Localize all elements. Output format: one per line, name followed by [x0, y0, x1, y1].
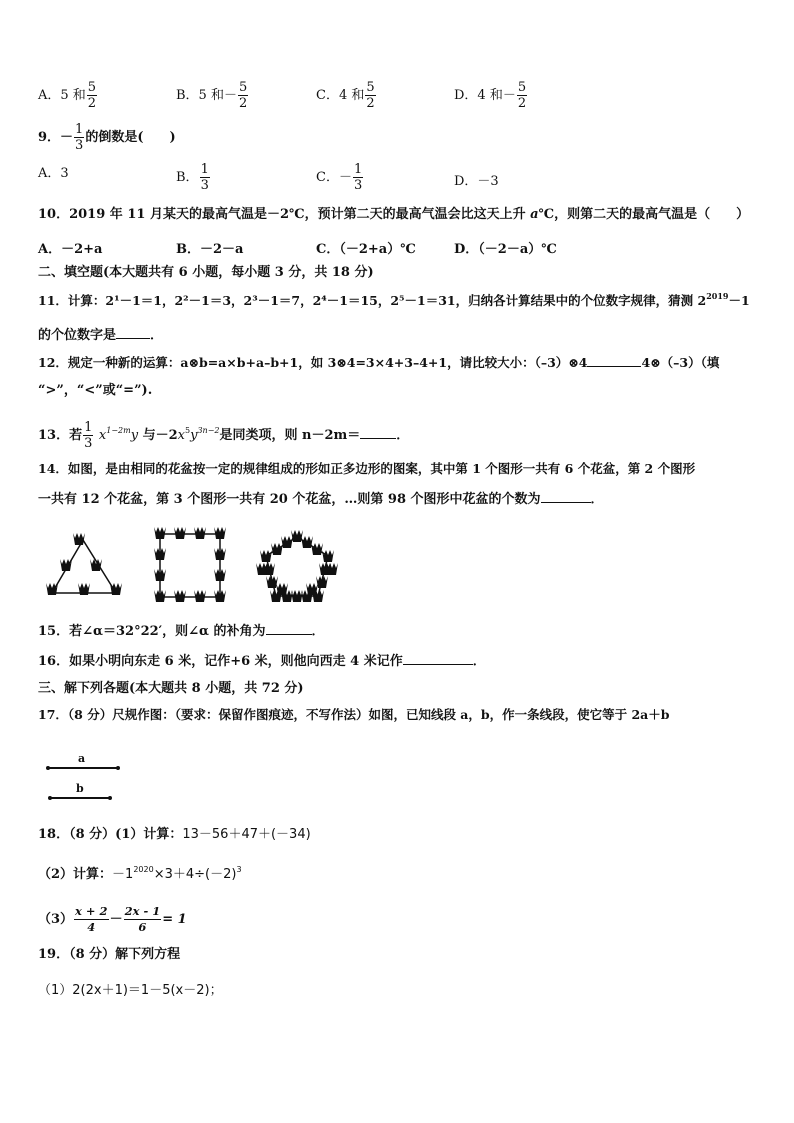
q14-figure-triangle — [46, 533, 122, 595]
q9-option-d: D．－3 — [454, 174, 499, 189]
q18-part-2: （2）计算：$-1^{2020}\times 3+4\div(-2)^3$ — [38, 865, 242, 882]
q9-option-b: B． $\frac{1}{3}$ — [176, 162, 209, 193]
q14-line-1: 14．如图，是由相同的花盆按一定的规律组成的形如正多边形的图案，其中第 1 个图形一共有 6 个花盆，第 2 个图形 — [38, 461, 696, 476]
q15-answer-blank — [266, 622, 312, 635]
q18-part-1: 18．（8 分）(1）计算：13－56＋47＋(－34) — [38, 827, 311, 842]
q19-part-1: （1）2(2x＋1)＝1－5(x－2)； — [38, 983, 223, 998]
q10-stem: 10．2019 年 11 月某天的最高气温是－2℃，预计第二天的最高气温会比这天上升 a℃，则第二天的最高气温是（ ） — [38, 207, 750, 222]
q11-line-1: 11．计算：2¹－1＝1，2²－1＝3，2³－1＝7，2⁴－1＝15，2⁵－1＝31，归纳各计算结果中的个位数字规律，猜测 $2^{2019}-1$ — [38, 291, 750, 308]
q14-figure-pentagon — [256, 530, 338, 602]
q8-option-b: B．5 和－ $\frac{5}{2}$ — [176, 80, 248, 111]
q9-stem: 9．－ $\frac{1}{3}$ 的倒数是( ) — [38, 122, 176, 153]
q8-option-d: D．4 和－ $\frac{5}{2}$ — [454, 80, 527, 111]
q10-option-c: C．（－2+a）℃ — [316, 242, 416, 257]
section-3-heading: 三、解下列各题(本大题共 8 小题，共 72 分) — [38, 681, 304, 696]
q14-figure-square — [154, 527, 226, 602]
q18-part-3: （3） $\frac{x + 2}{4}$ － $\frac{2x - 1}{6}$ = 1 — [38, 904, 187, 934]
q16-stem: 16．如果小明向东走 6 米，记作+6 米，则他向西走 4 米记作 ． — [38, 654, 486, 669]
q9-option-c: C．－ $\frac{1}{3}$ — [316, 162, 363, 193]
q12-line-2: “>”，“<”或“=”). — [38, 383, 153, 398]
q19-title: 19．（8 分）解下列方程 — [38, 947, 181, 962]
q8-option-c: C．4 和 $\frac{5}{2}$ — [316, 80, 375, 111]
q14-line-2: 一共有 12 个花盆，第 3 个图形一共有 20 个花盆，…则第 98 个图形中花盆的个数为 ． — [38, 492, 604, 507]
q17-segment-b-label: b — [76, 782, 84, 795]
q8-option-a: A．5 和 $\frac{5}{2}$ — [38, 80, 97, 111]
q17-stem: 17．（8 分）尺规作图：（要求：保留作图痕迹，不写作法）如图，已知线段 a，b，作一条线段，使它等于 2a＋b — [38, 707, 670, 722]
q16-answer-blank — [403, 652, 473, 665]
q10-option-a: A．－2+a — [38, 242, 103, 257]
q17-segment-a-label: a — [78, 752, 86, 765]
q11-line-2: 的个位数字是 ． — [38, 328, 164, 343]
q12-line-1: 12．规定一种新的运算：a⊗b=a×b+a–b+1，如 3⊗4=3×4+3–4+1，请比较大小：（–3）⊗4 4⊗（–3）（填 — [38, 355, 720, 370]
q10-option-d: D．（－2－a）℃ — [454, 242, 557, 257]
q9-option-a: A．3 — [38, 166, 69, 181]
q15-stem: 15．若∠α＝32°22′，则∠α 的补角为 ． — [38, 624, 325, 639]
q13-stem: 13．若 $\frac{1}{3}$ $x^{1-2m}y$ 与$-2x^5y^{3n-2}$是同类项，则 n－2m＝ ． — [38, 420, 410, 451]
q10-option-b: B．－2－a — [176, 242, 244, 257]
section-2-heading: 二、填空题(本大题共有 6 小题，每小题 3 分，共 18 分) — [38, 265, 374, 280]
